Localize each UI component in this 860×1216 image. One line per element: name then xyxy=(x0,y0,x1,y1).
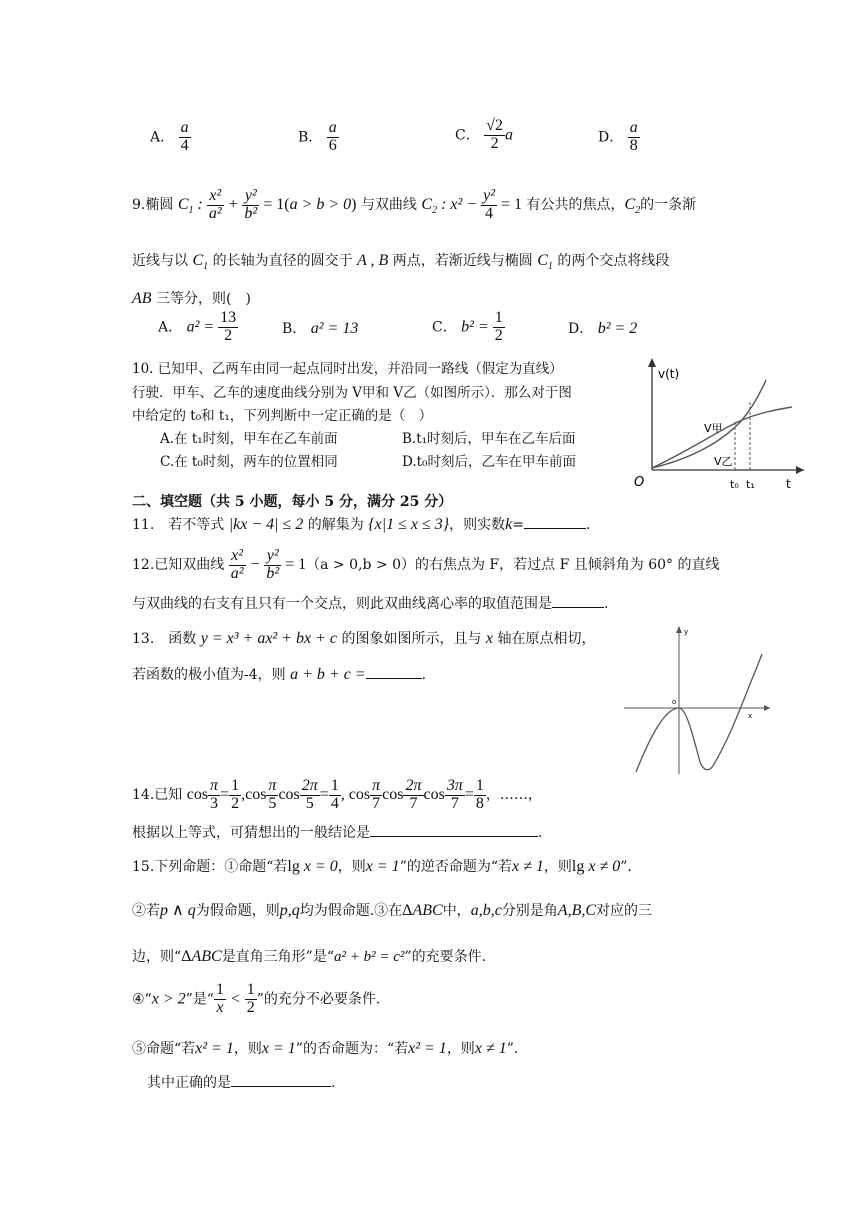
q9-hyperbola-eq: $C_2$ : x² − $\frac{\text{y²}}{4}$ = 1 xyxy=(421,187,523,222)
q15-line1: 15.下列命题：①命题“若lg x = 0，则x = 1”的逆否命题为“若x ≠ 1，则lg x ≠ 0”. xyxy=(132,858,632,875)
q15-l1-b: ，则 xyxy=(337,859,366,875)
q8-option-d-fraction: $\frac{a}{8}$ xyxy=(629,119,638,154)
q15-l2-b: 为假命题，则 xyxy=(195,903,280,919)
q8-option-b-fraction: $\frac{a}{6}$ xyxy=(328,119,337,154)
q10-line1: 10. 已知甲、乙两车由同一起点同时出发，并沿同一路线（假定为直线） xyxy=(132,361,563,377)
q9-text-4: 的一条渐 xyxy=(640,196,697,213)
q15-l2-e: 分别是角 xyxy=(501,903,558,919)
q15-l5-e: ”. xyxy=(506,1041,519,1057)
q9-option-c-label: C． xyxy=(432,319,457,336)
q15-l4-b: ”是“ xyxy=(185,991,214,1008)
q9-option-a-label: A． xyxy=(158,319,183,336)
q14-text-b: ，……， xyxy=(485,786,542,803)
q9-line3 xyxy=(132,288,251,308)
q13-text-a: 13. 函数 xyxy=(132,631,197,647)
q15-l1-a: 15.下列命题：①命题“若 xyxy=(132,859,288,875)
q13-x-arrow-icon xyxy=(764,705,770,711)
section-heading: 二、填空题（共 5 小题，每小 5 分，满分 25 分） xyxy=(132,494,453,510)
q15-l2-c: 均为假命题.③在 xyxy=(299,903,403,919)
q15-l6-text: 其中正确的是 xyxy=(147,1075,231,1091)
q9-line2-c: 两点，若渐近线与椭圆 xyxy=(392,253,533,269)
q13-cubic-figure xyxy=(622,622,772,778)
q9-line3-b: 三等分，则( ) xyxy=(156,291,251,307)
q9-option-b-label: B． xyxy=(282,321,307,337)
q14-answer-blank[interactable] xyxy=(370,836,538,837)
q15-l4-a: ④“ xyxy=(132,991,152,1008)
q15-l6-end: . xyxy=(331,1075,336,1091)
q12-line2 xyxy=(132,593,608,613)
q15-line3: 边，则“ΔABC是直角三角形”是“a² + b² = c²”的充要条件. xyxy=(132,948,487,965)
q15-line6 xyxy=(147,1072,335,1092)
q10-option-c: C.在 t₀时刻，两车的位置相同 xyxy=(160,454,338,470)
q9-text-1: 椭圆 xyxy=(145,196,174,213)
q9-line1 xyxy=(132,188,696,223)
q8-option-a-fraction: $\frac{a}{4}$ xyxy=(180,119,189,154)
q10-vyi-label: V乙 xyxy=(714,455,733,468)
q15-l4-c: ”的充分不必要条件. xyxy=(256,991,381,1008)
q10-option-a: A.在 t₁时刻，甲车在乙车前面 xyxy=(160,431,338,447)
q8-option-c-tail: a xyxy=(504,126,513,144)
q8-options xyxy=(150,120,191,155)
q11-k: k xyxy=(505,516,513,533)
q15-l5-a: ⑤命题“若 xyxy=(132,1041,196,1057)
q12-answer-blank[interactable] xyxy=(552,607,604,608)
q12-line1: 12.已知双曲线 $\frac{\text{x²}}{\text{a²}}$ − $\frac{\text{y²}}{\text{b²}}$ = 1（a > 0,b > 0）的右焦点为 F，若过点 F 且倾斜角为 60° 的直线 xyxy=(132,547,720,582)
q10-vt-label: v(t) xyxy=(658,367,680,381)
q8-option-b xyxy=(298,120,339,155)
q9-ab: AB xyxy=(132,290,152,307)
q14-text-d: . xyxy=(538,825,543,841)
q13-text-e: . xyxy=(421,667,427,683)
q10-option-b: B.t₁时刻后，甲车在乙车后面 xyxy=(402,431,576,447)
q9-line2-b: 的长轴为直径的圆交于 xyxy=(212,253,353,269)
q10-vjia-label: V甲 xyxy=(704,422,723,435)
q13-y-label: y xyxy=(684,628,689,636)
q9-line2: 近线与以 $C_1$ 的长轴为直径的圆交于 A , B 两点，若渐近线与椭圆 $C_1$ 的两个交点将线段 xyxy=(132,252,670,273)
q15-l3-b: 是直角三角形”是“ xyxy=(221,949,335,965)
q10-t-label: t xyxy=(786,477,791,491)
q10-v-arrow-icon xyxy=(648,358,656,367)
q15-line4: ④“x > 2”是“ $\frac{1}{x}$ < $\frac{1}{2}$ ”的充分不必要条件. xyxy=(132,981,381,1016)
q12-text-a: 12.已知双曲线 xyxy=(132,556,225,573)
q9-ellipse-eq: $C_1$ : $\frac{\text{x²}}{\text{a²}}$ + $\frac{\text{y²}}{\text{b²}}$ = 1(a > b > 0) xyxy=(177,187,357,222)
q13-curve xyxy=(636,654,762,772)
q13-line1: 13. 函数 y = x³ + ax² + bx + c 的图象如图所示，且与 x 轴在原点相切， xyxy=(132,630,596,647)
q10-velocity-figure xyxy=(624,352,814,494)
q8-option-d xyxy=(598,120,640,155)
q15-l1-d: ，则 xyxy=(543,859,572,875)
q12-text-c: 与双曲线的右支有且只有一个交点，则此双曲线离心率的取值范围是 xyxy=(132,596,552,612)
q12-text-d: . xyxy=(604,596,609,612)
q9-line2-a: 近线与以 xyxy=(132,253,188,269)
q11-text-b: 的解集为 xyxy=(307,517,364,533)
q15-l1-c: ”的逆否命题为“若 xyxy=(399,859,513,875)
q8-option-c-fraction: $\frac{√2}{2}$ xyxy=(486,117,503,152)
q15-answer-blank[interactable] xyxy=(231,1086,331,1087)
q15-l2-f: 对应的三 xyxy=(596,903,653,919)
q15-l5-b: ，则 xyxy=(233,1041,262,1057)
q14-text-c: 根据以上等式，可猜想出的一般结论是 xyxy=(132,825,370,841)
q14-line2 xyxy=(132,822,542,842)
q11-text-e: . xyxy=(586,517,591,533)
q9-option-d-label: D． xyxy=(568,321,594,337)
q11-line: 11. 若不等式 |kx − 4| ≤ 2 的解集为 {x|1 ≤ x ≤ 3}，则实数k= . xyxy=(132,516,591,533)
q9-text-2: 与双曲线 xyxy=(360,196,417,213)
q10-line3: 中给定的 t₀和 t₁，下列判断中一定正确的是（ ） xyxy=(132,408,433,424)
q10-origin-label: O xyxy=(634,475,645,490)
q13-y-arrow-icon xyxy=(676,626,682,633)
q15-l2-a: ②若 xyxy=(132,903,160,919)
q9-number: 9. xyxy=(132,196,146,213)
q8-option-b-label: B． xyxy=(298,129,323,146)
q9-option-d xyxy=(568,318,637,338)
q10-t1-label: t₁ xyxy=(746,478,755,491)
q13-line2: 若函数的极小值为-4，则 a + b + c = . xyxy=(132,666,427,683)
q14-equations: cos $\frac{\pi}{3}$ = $\frac{1}{2}$ ,cos $\frac{\pi}{5}$ cos $\frac{2\pi}{5}$ = $\frac{1}{4}$ , cos $\frac{\pi}{7}$ cos $\frac{2\pi}{7}$ cos $\frac{3\pi}{7}$ = $\frac{1}{8}$ xyxy=(186,777,484,812)
q11-answer-blank[interactable] xyxy=(524,528,586,529)
q15-l3-c: ”的充要条件. xyxy=(404,949,487,965)
q10-line2: 行驶．甲车、乙车的速度曲线分别为 V甲和 V乙（如图所示）．那么对于图 xyxy=(132,385,572,401)
q15-line5: ⑤命题“若x² = 1，则x = 1”的否命题为：“若x² = 1，则x ≠ 1”. xyxy=(132,1040,519,1057)
q15-l3-a: 边，则“ xyxy=(132,949,182,965)
q14-line1 xyxy=(132,778,542,813)
q10-t0-label: t₀ xyxy=(730,478,739,491)
q9-option-d-value: b² = 2 xyxy=(597,320,638,337)
q11-text-a: 11. 若不等式 xyxy=(132,517,225,533)
q13-x-label: x xyxy=(748,712,753,720)
q9-text-3: 有公共的焦点， xyxy=(526,196,625,213)
q13-text-b: 的图象如图所示，且与 xyxy=(341,631,482,647)
q15-l1-e: ”. xyxy=(620,859,632,875)
q15-l5-d: ，则 xyxy=(446,1041,475,1057)
q13-answer-blank[interactable] xyxy=(366,678,422,679)
q15-l5-c: ”的否命题为：“若 xyxy=(295,1041,409,1057)
q13-text-d: 若函数的极小值为-4，则 xyxy=(132,667,286,683)
q15-l2-d: 中， xyxy=(442,903,471,919)
q9-option-c: C． b² = $\frac{1}{2}$ xyxy=(432,309,503,344)
q11-text-c: ，则实数 xyxy=(449,517,506,533)
q9-option-b xyxy=(282,318,358,338)
q8-option-d-label: D． xyxy=(598,129,624,146)
q10-t-arrow-icon xyxy=(796,466,804,474)
q8-option-c xyxy=(455,118,513,153)
q14-text-a: 14.已知 xyxy=(132,786,183,803)
q9-line2-d: 的两个交点将线段 xyxy=(557,253,670,269)
q9-c2: $C_2$ xyxy=(624,195,641,217)
q13-text-c: 轴在原点相切， xyxy=(497,631,596,647)
q9-option-a: A． a² = $\frac{13}{2}$ xyxy=(158,309,237,344)
q8-option-c-label: C． xyxy=(455,127,480,144)
q10-option-d: D.t₀时刻后，乙车在甲车前面 xyxy=(402,454,576,470)
q15-line2: ②若p ∧ q为假命题，则p,q均为假命题.③在ΔABC中，a,b,c分别是角A,B,C对应的三 xyxy=(132,902,653,919)
q9-option-b-value: a² = 13 xyxy=(310,320,359,337)
q12-text-b: （a > 0,b > 0）的右焦点为 F，若过点 F 且倾斜角为 60° 的直线 xyxy=(306,556,720,573)
q8-option-a-label: A． xyxy=(150,129,175,146)
q13-o-label: o xyxy=(672,698,677,706)
